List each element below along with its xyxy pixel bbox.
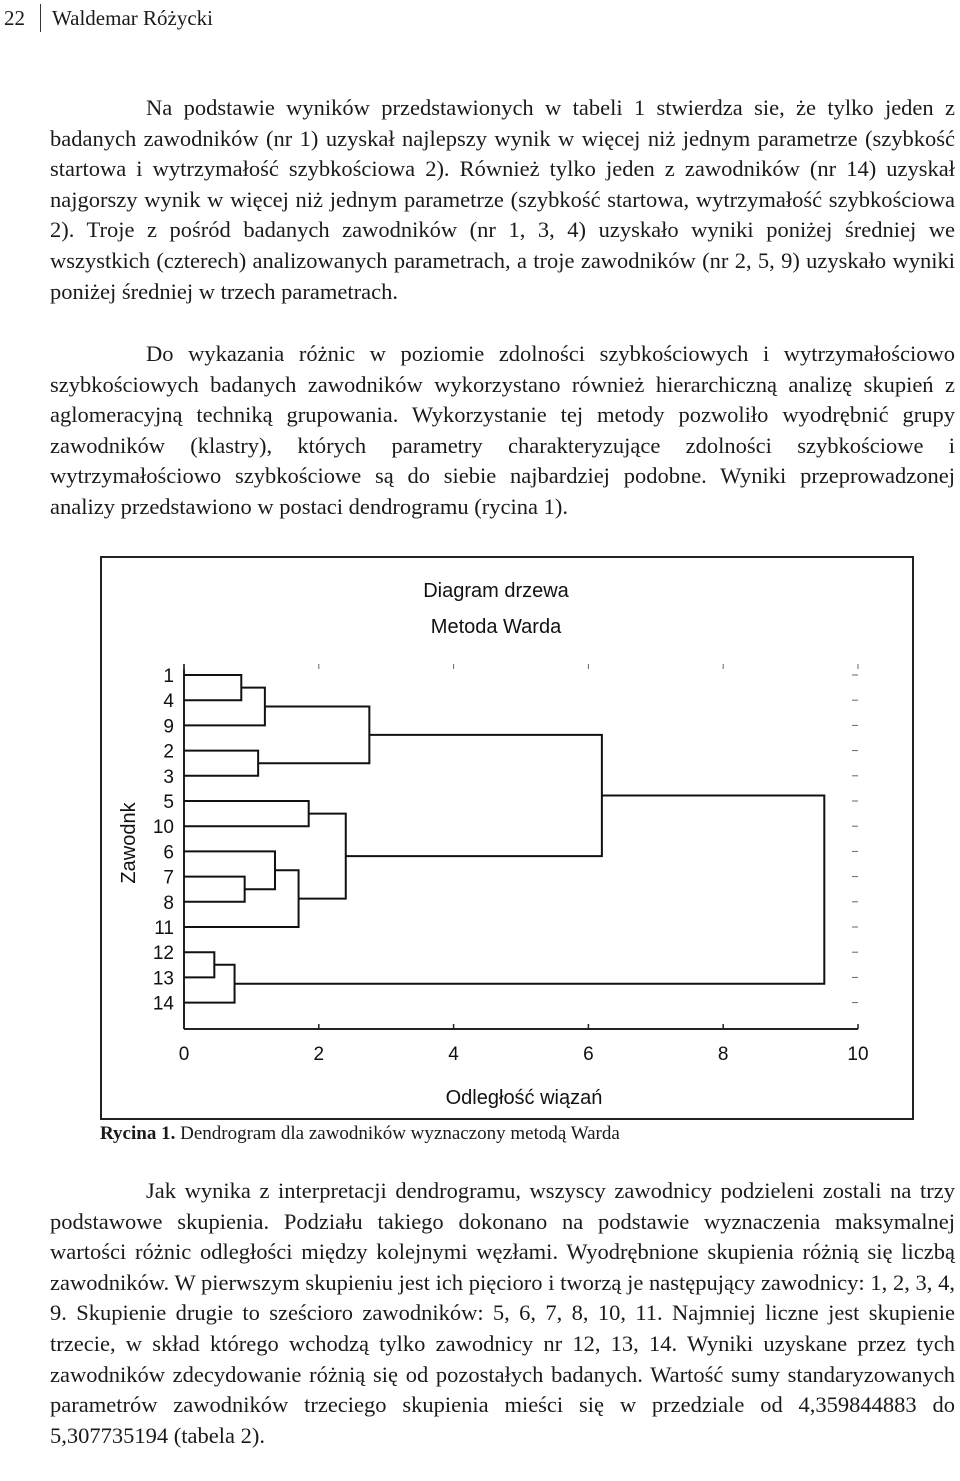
x-tick-label: 8 [717,1044,729,1065]
dendrogram-link [184,688,265,726]
leaf-label: 5 [163,792,174,813]
paragraph-2: Do wykazania różnic w poziomie zdolności szybkościowych i wytrzymałościowo szybkościowych badanych zawodników wykorzystano również hierarchiczną analizę skupień z aglomeracyjną techniką grupowania. Wykorzystanie tej metody pozwoliło wyodrębnić grupy zawodników (klastry), których parametry charakteryzujące zdolności szybkościowe i wytrzymałościowo szybkościowe są do siebie najbardziej podobne. Wyniki przeprowadzonej analizy przedstawiono w postaci dendrogramu (rycina 1). [50,341,955,519]
leaf-label: 7 [163,867,174,889]
x-tick-label: 0 [178,1044,190,1065]
caption-label: Rycina 1. [100,1123,176,1144]
dendrogram-link [184,870,299,927]
plot-area [153,664,869,1065]
paragraph-1: Na podstawie wyników przedstawionych w tabeli 1 stwierdza sie, że tylko jeden z badanych zawodników (nr 1) uzyskał najlepszy wynik w więcej niż jednym parametrze (szybkość startowa i wytrzymałość szybkościowa 2). Również tylko jeden z zawodników (nr 14) uzyskał najgorszy wynik w więcej niż jednym parametrze (szybkość startowa, wytrzymałość szybkościowa 2). Troje z pośród badanych zawodników (nr 1, 3, 4) uzyskało wyniki poniżej średniej we wszystkich (czterech) analizowanych parametrach, a troje zawodników (nr 2, 5, 9) uzyskało wyniki poniżej średniej w trzech parametrach. [50,95,955,304]
page-number: 22 [4,6,25,30]
page-header [0,0,960,36]
x-tick-label: 10 [847,1044,869,1065]
dendrogram-link [184,851,275,889]
x-tick-label: 4 [448,1044,459,1065]
x-axis-label: Odległość wiązań [445,1087,603,1109]
y-axis-label: Zawodnk [118,802,140,884]
leaf-label: 3 [163,766,174,788]
dendrogram-link [184,751,258,776]
dendrogram-link [346,735,602,856]
chart-subtitle: Metoda Warda [430,616,562,638]
leaf-label: 14 [152,993,174,1015]
leaf-label: 12 [152,943,174,965]
leaf-label: 8 [163,892,174,914]
leaf-label: 10 [152,817,174,839]
leaf-label: 11 [154,918,174,939]
x-tick-label: 2 [313,1044,325,1065]
dendrogram-link [235,795,825,983]
leaf-label: 4 [163,691,174,713]
dendrogram-chart [102,558,916,1122]
dendrogram-link [184,675,241,700]
leaf-label: 9 [163,716,174,738]
leaf-label: 2 [163,741,174,763]
leaf-label: 6 [163,842,174,864]
caption-text: Dendrogram dla zawodników wyznaczony metodą Warda [175,1123,620,1144]
dendrogram-figure [100,556,914,1120]
dendrogram-link [184,877,245,902]
figure-caption [100,1122,920,1146]
running-head-author: Waldemar Różycki [52,6,213,30]
chart-title: Diagram drzewa [423,580,569,602]
dendrogram-link [184,965,235,1003]
dendrogram-link [258,707,369,764]
header-divider [40,4,41,32]
leaf-label: 13 [152,968,174,990]
x-tick-label: 6 [583,1044,594,1065]
paragraph-3: Jak wynika z interpretacji dendrogramu, wszyscy zawodnicy podzieleni zostali na trzy podstawowe skupienia. Podziału takiego dokonano na podstawie wyznaczenia maksymalnej wartości różnic odległości między kolejnymi węzłami. Wyodrębnione skupienia różnią się liczbą zawodników. W pierwszym skupieniu jest ich pięcioro i tworzą je następujący zawodnicy: 1, 2, 3, 4, 9. Skupienie drugie to sześcioro zawodników: 5, 6, 7, 8, 10, 11. Najmniej liczne jest skupienie trzecie, w skład którego wchodzą tylko zawodnicy nr 12, 13, 14. Wyniki uzyskane przez tych zawodników zdecydowanie różnią się od pozostałych badanych. Wartość sumy standaryzowanych parametrów zawodników trzeciego skupienia mieści się w przedziale od 4,359844883 do 5,307735194 (tabela 2). [50,1178,955,1448]
dendrogram-link [184,801,309,826]
dendrogram-link [184,952,214,977]
leaf-label: 1 [163,666,174,687]
